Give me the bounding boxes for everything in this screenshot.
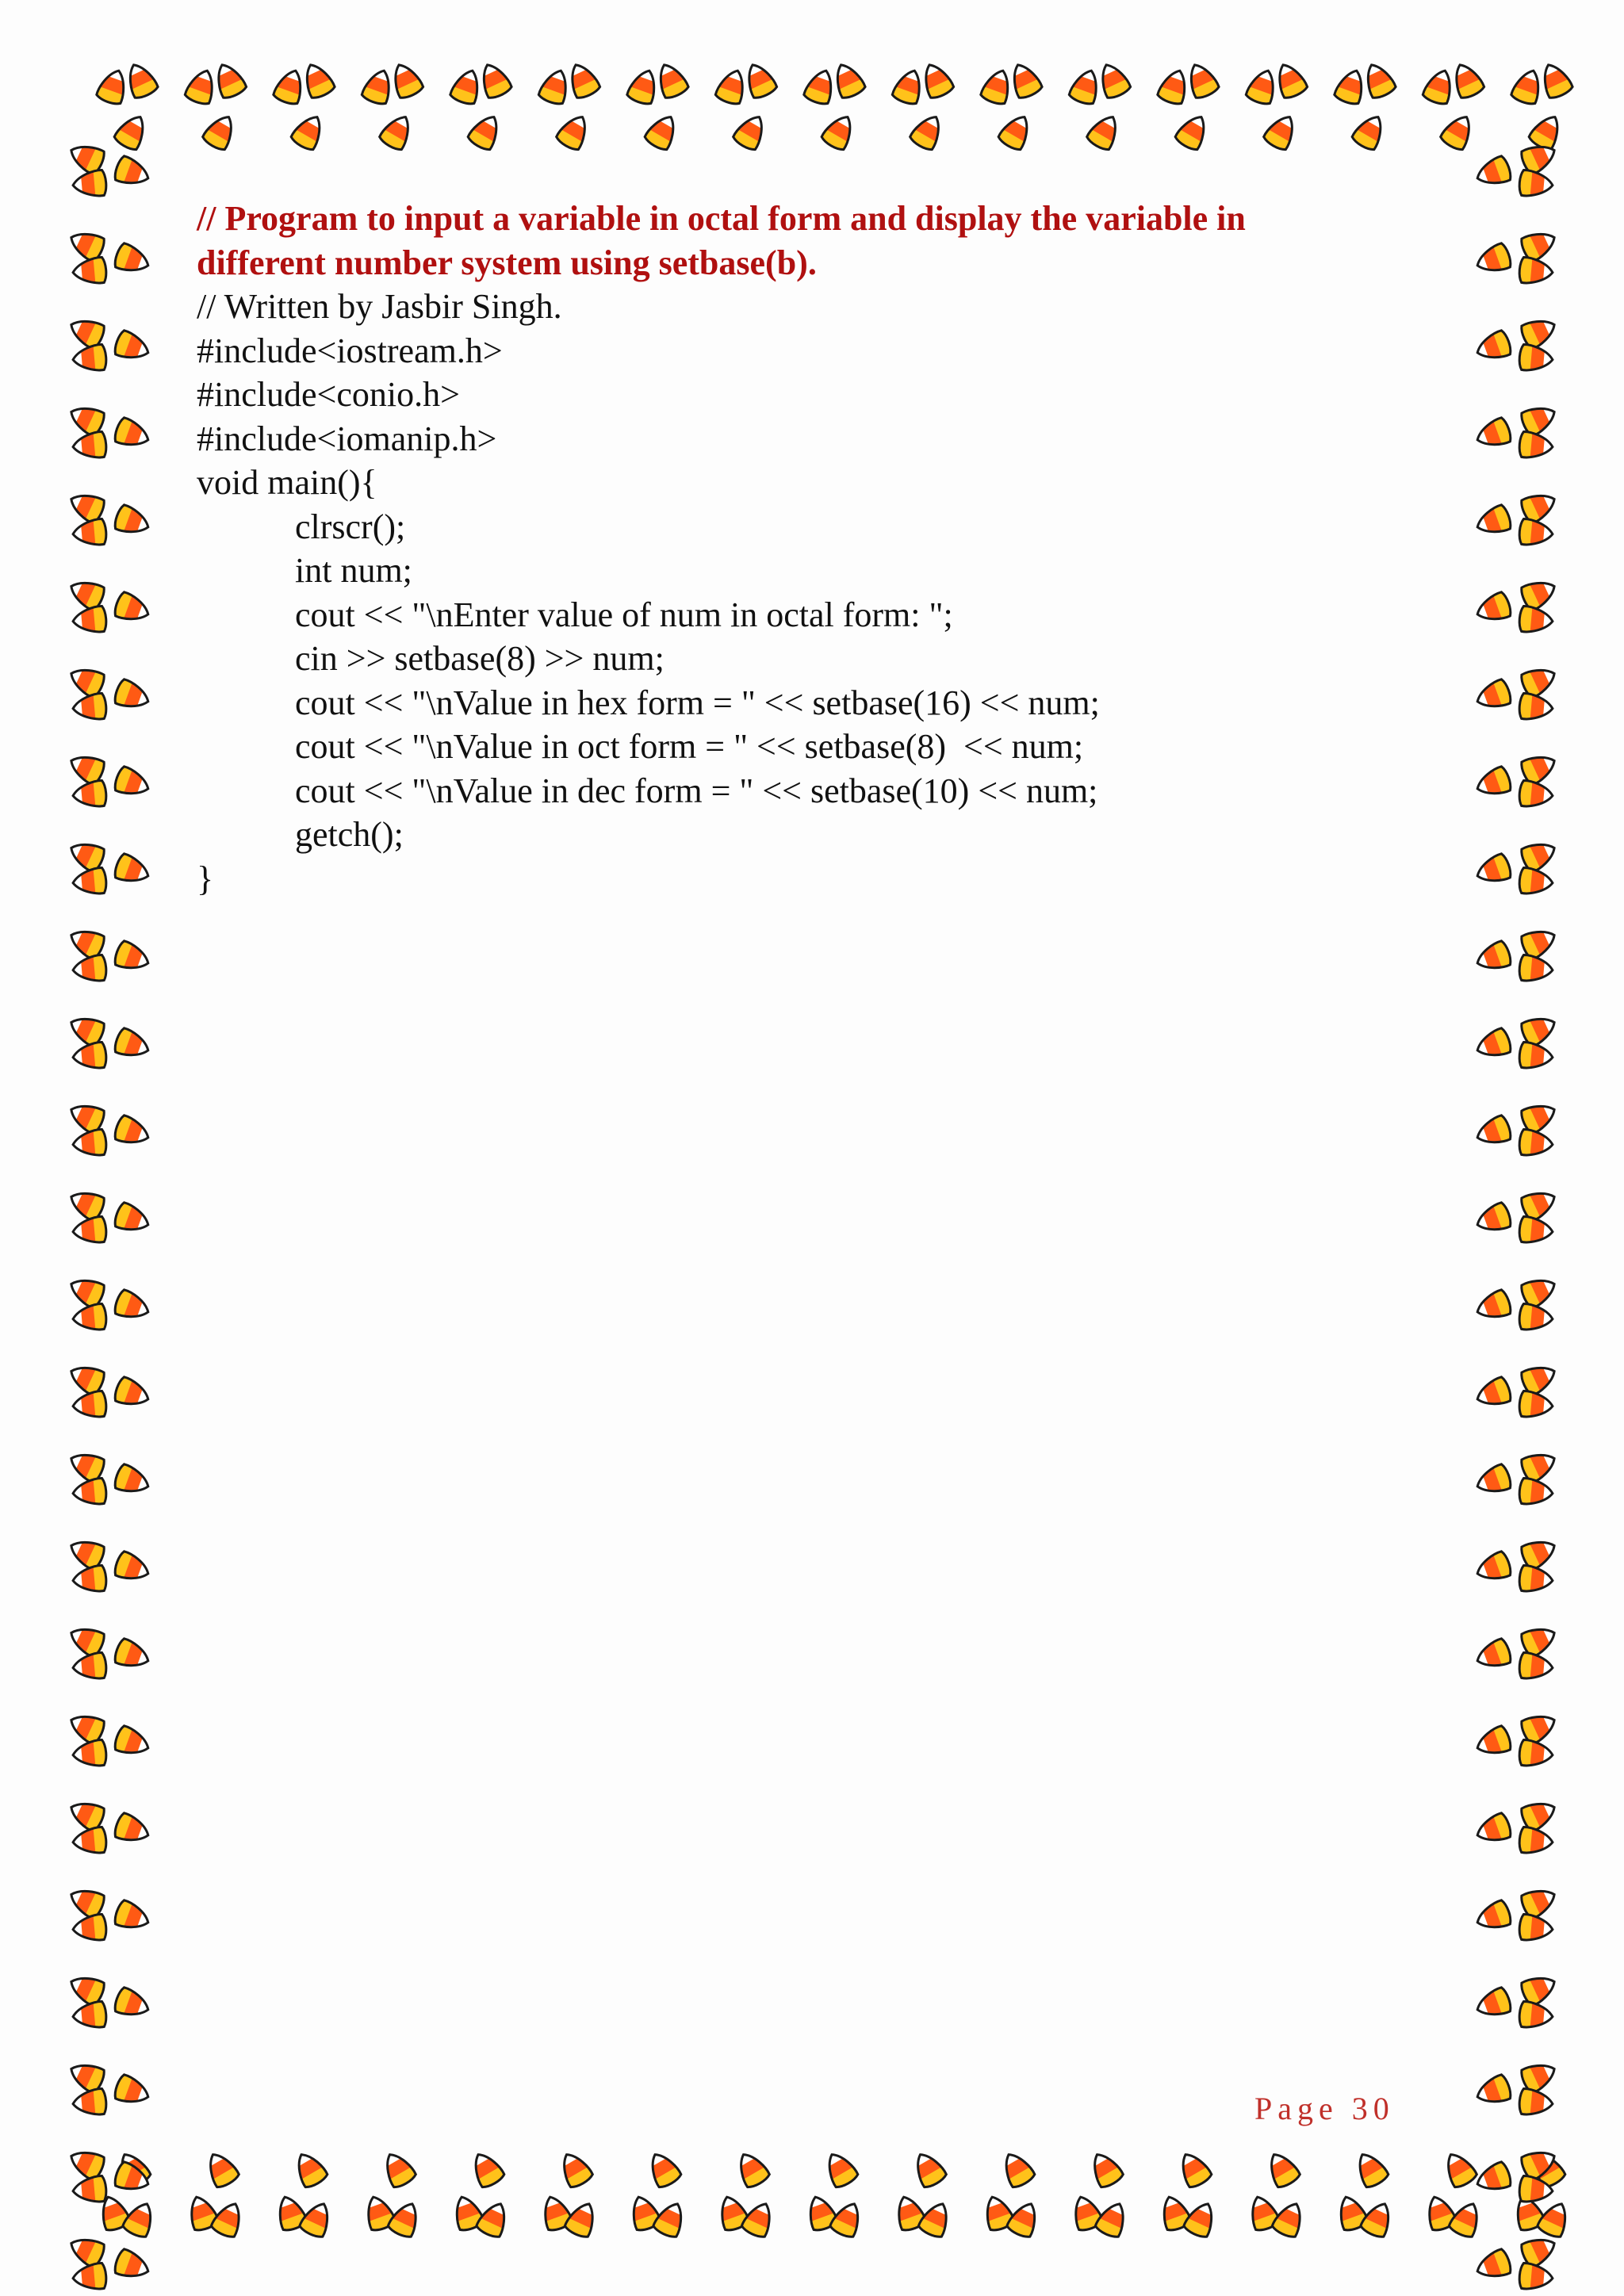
candy-corn-icon xyxy=(70,2172,110,2207)
candy-corn-icon xyxy=(552,2145,599,2195)
candy-corn-icon xyxy=(1470,1110,1517,1153)
candy-corn-icon xyxy=(1268,57,1313,105)
candy-corn-icon xyxy=(109,936,155,978)
candy-corn-icon xyxy=(1470,151,1517,193)
candy-corn-icon xyxy=(109,2069,155,2112)
candy-corn-icon xyxy=(1346,108,1393,157)
candy-corn-icon xyxy=(1515,1998,1555,2033)
candy-corn-icon xyxy=(649,57,695,105)
candy-corn-icon xyxy=(109,499,155,542)
candy-corn-icon xyxy=(109,1895,155,1938)
candy-corn-icon xyxy=(1515,864,1555,899)
code-line: cout << "\nEnter value of num in octal form: "; xyxy=(295,595,953,634)
candy-corn-icon xyxy=(1470,1284,1517,1327)
candy-corn-icon xyxy=(1470,1633,1517,1676)
document-body xyxy=(197,197,1434,901)
include-line: #include<iostream.h> xyxy=(197,331,503,370)
candy-corn-icon xyxy=(268,63,311,110)
candy-corn-icon xyxy=(70,1213,110,1248)
candy-corn-icon xyxy=(818,2145,864,2195)
candy-corn-icon xyxy=(473,57,518,105)
candy-corn-icon xyxy=(1515,603,1555,637)
candy-corn-icon xyxy=(198,2145,245,2195)
candy-corn-icon xyxy=(1470,1459,1517,1502)
candy-corn-icon xyxy=(1470,587,1517,629)
candy-corn-icon xyxy=(1515,690,1555,725)
candy-corn-icon xyxy=(287,2145,334,2195)
include-line: #include<conio.h> xyxy=(197,375,460,414)
candy-corn-icon xyxy=(70,2260,110,2294)
candy-corn-icon xyxy=(1470,936,1517,978)
candy-corn-icon xyxy=(1470,761,1517,804)
candy-corn-icon xyxy=(1436,2145,1483,2195)
candy-corn-icon xyxy=(373,108,420,157)
candy-corn-icon xyxy=(70,1039,110,1073)
candy-corn-icon xyxy=(1470,1372,1517,1414)
candy-corn-icon xyxy=(70,1300,110,1335)
candy-corn-icon xyxy=(109,1110,155,1153)
author-comment: // Written by Jasbir Singh. xyxy=(197,287,562,326)
candy-corn-icon xyxy=(816,108,863,157)
candy-corn-icon xyxy=(1445,57,1490,105)
candy-corn-icon xyxy=(109,1808,155,1850)
code-line: cout << "\nValue in oct form = " << setbase(8) << num; xyxy=(295,727,1084,766)
candy-corn-icon xyxy=(109,587,155,629)
candy-corn-icon xyxy=(109,674,155,717)
candy-corn-icon xyxy=(1064,63,1107,110)
candy-corn-icon xyxy=(1259,2145,1306,2195)
candy-corn-icon xyxy=(710,63,753,110)
include-line: #include<iomanip.h> xyxy=(197,419,497,458)
candy-corn-icon xyxy=(1515,515,1555,550)
candy-corn-icon xyxy=(1171,2145,1218,2195)
candy-corn-icon xyxy=(1470,1895,1517,1938)
candy-corn-icon xyxy=(993,108,1040,157)
candy-corn-icon xyxy=(1357,57,1402,105)
candy-corn-icon xyxy=(1515,1475,1555,1510)
page-number: Page 30 xyxy=(1254,2091,1395,2126)
candy-corn-icon xyxy=(994,2145,1041,2195)
candy-corn-icon xyxy=(639,108,686,157)
candy-corn-icon xyxy=(799,63,841,110)
candy-corn-icon xyxy=(109,412,155,455)
candy-corn-icon xyxy=(1348,2145,1395,2195)
candy-corn-icon xyxy=(1418,63,1461,110)
candy-corn-icon xyxy=(180,63,223,110)
candy-corn-icon xyxy=(70,341,110,376)
candy-corn-icon xyxy=(70,254,110,289)
candy-corn-icon xyxy=(914,57,959,105)
candy-corn-icon xyxy=(109,1633,155,1676)
candy-corn-icon xyxy=(445,63,488,110)
candy-corn-icon xyxy=(109,848,155,891)
candy-corn-icon xyxy=(109,1720,155,1763)
candy-corn-icon xyxy=(207,57,252,105)
candy-corn-icon xyxy=(1470,2156,1517,2199)
candy-corn-icon xyxy=(1470,848,1517,891)
candy-corn-icon xyxy=(1470,1023,1517,1066)
candy-corn-icon xyxy=(70,1126,110,1161)
candy-corn-icon xyxy=(1091,57,1136,105)
candy-corn-icon xyxy=(1515,428,1555,463)
candy-corn-icon xyxy=(70,2085,110,2120)
candy-corn-icon xyxy=(91,63,134,110)
candy-corn-icon xyxy=(285,108,332,157)
candy-corn-icon xyxy=(109,761,155,804)
candy-corn-icon xyxy=(1470,325,1517,368)
candy-corn-icon xyxy=(109,1546,155,1589)
candy-corn-icon xyxy=(109,151,155,193)
code-line: clrscr(); xyxy=(295,507,406,546)
candy-corn-icon xyxy=(550,108,597,157)
candy-corn-icon xyxy=(1515,1911,1555,1946)
candy-corn-icon xyxy=(70,864,110,899)
main-closing-brace: } xyxy=(197,859,214,898)
candy-corn-icon xyxy=(1515,1562,1555,1597)
candy-corn-icon xyxy=(109,1982,155,2025)
candy-corn-icon xyxy=(1515,777,1555,812)
candy-corn-icon xyxy=(70,1387,110,1422)
candy-corn-icon xyxy=(906,2145,952,2195)
candy-corn-icon xyxy=(384,57,429,105)
candy-corn-icon xyxy=(70,603,110,637)
code-line: cout << "\nValue in hex form = " << setbase(16) << num; xyxy=(295,683,1100,722)
candy-corn-icon xyxy=(534,63,576,110)
candy-corn-icon xyxy=(1515,254,1555,289)
candy-corn-icon xyxy=(109,238,155,281)
candy-corn-icon xyxy=(1515,2260,1555,2294)
candy-corn-icon xyxy=(826,57,871,105)
heading-line: // Program to input a variable in octal form and display the variable in xyxy=(197,199,1246,238)
candy-corn-icon xyxy=(109,1284,155,1327)
candy-corn-icon xyxy=(1470,1808,1517,1850)
candy-corn-icon xyxy=(296,57,341,105)
candy-corn-icon xyxy=(727,108,774,157)
candy-corn-icon xyxy=(119,57,164,105)
candy-corn-icon xyxy=(975,63,1018,110)
candy-corn-icon xyxy=(1434,108,1481,157)
candy-corn-icon xyxy=(1470,412,1517,455)
candy-corn-icon xyxy=(70,1562,110,1597)
candy-corn-icon xyxy=(1170,108,1216,157)
candy-corn-icon xyxy=(70,1649,110,1684)
candy-corn-icon xyxy=(1515,1213,1555,1248)
candy-corn-icon xyxy=(109,2244,155,2286)
candy-corn-icon xyxy=(737,57,783,105)
candy-corn-icon xyxy=(1470,238,1517,281)
candy-corn-icon xyxy=(357,63,400,110)
candy-corn-icon xyxy=(375,2145,422,2195)
candy-corn-icon xyxy=(109,108,155,157)
candy-corn-icon xyxy=(1470,499,1517,542)
heading-line: different number system using setbase(b). xyxy=(197,243,817,282)
candy-corn-icon xyxy=(561,57,606,105)
candy-corn-icon xyxy=(1515,1300,1555,1335)
candy-corn-icon xyxy=(1515,951,1555,986)
candy-corn-icon xyxy=(1082,2145,1129,2195)
candy-corn-icon xyxy=(1258,108,1304,157)
candy-corn-icon xyxy=(887,63,930,110)
candy-corn-icon xyxy=(109,1023,155,1066)
candy-corn-icon xyxy=(1470,1720,1517,1763)
candy-corn-icon xyxy=(1506,63,1549,110)
candy-corn-icon xyxy=(1515,1387,1555,1422)
candy-corn-icon xyxy=(1003,57,1048,105)
candy-corn-icon xyxy=(1515,2085,1555,2120)
candy-corn-icon xyxy=(109,1372,155,1414)
candy-corn-icon xyxy=(1515,341,1555,376)
candy-corn-icon xyxy=(1241,63,1284,110)
candy-corn-icon xyxy=(1329,63,1372,110)
candy-corn-icon xyxy=(729,2145,776,2195)
candy-corn-icon xyxy=(70,1998,110,2033)
candy-corn-icon xyxy=(1470,1982,1517,2025)
candy-corn-icon xyxy=(904,108,951,157)
code-line: cin >> setbase(8) >> num; xyxy=(295,639,665,678)
candy-corn-icon xyxy=(109,1459,155,1502)
candy-corn-icon xyxy=(1470,2069,1517,2112)
candy-corn-icon xyxy=(1081,108,1128,157)
candy-corn-icon xyxy=(70,951,110,986)
code-line: getch(); xyxy=(295,815,404,854)
candy-corn-icon xyxy=(109,1197,155,1240)
candy-corn-icon xyxy=(1470,674,1517,717)
candy-corn-icon xyxy=(1515,1126,1555,1161)
candy-corn-icon xyxy=(70,1911,110,1946)
candy-corn-icon xyxy=(1515,1649,1555,1684)
candy-corn-icon xyxy=(1515,1736,1555,1771)
candy-corn-icon xyxy=(641,2145,688,2195)
candy-corn-icon xyxy=(1515,166,1555,201)
candy-corn-icon xyxy=(622,63,665,110)
candy-corn-icon xyxy=(1534,57,1579,105)
candy-corn-icon xyxy=(1470,2244,1517,2286)
candy-corn-icon xyxy=(197,108,243,157)
candy-corn-icon xyxy=(464,2145,511,2195)
candy-corn-icon xyxy=(70,1823,110,1858)
candy-corn-icon xyxy=(1470,1546,1517,1589)
program-heading xyxy=(197,197,1434,285)
candy-corn-icon xyxy=(70,166,110,201)
candy-corn-icon xyxy=(109,325,155,368)
candy-corn-icon xyxy=(1152,63,1195,110)
code-line: cout << "\nValue in dec form = " << setbase(10) << num; xyxy=(295,771,1098,810)
candy-corn-icon xyxy=(70,515,110,550)
candy-corn-icon xyxy=(70,1475,110,1510)
candy-corn-icon xyxy=(1515,1039,1555,1073)
candy-corn-icon xyxy=(70,428,110,463)
candy-corn-icon xyxy=(70,1736,110,1771)
candy-corn-icon xyxy=(462,108,509,157)
candy-corn-icon xyxy=(1470,1197,1517,1240)
candy-corn-icon xyxy=(70,777,110,812)
candy-corn-icon xyxy=(1180,57,1225,105)
candy-corn-icon xyxy=(1515,1823,1555,1858)
candy-corn-icon xyxy=(70,690,110,725)
main-signature: void main(){ xyxy=(197,463,377,502)
code-line: int num; xyxy=(295,551,412,590)
